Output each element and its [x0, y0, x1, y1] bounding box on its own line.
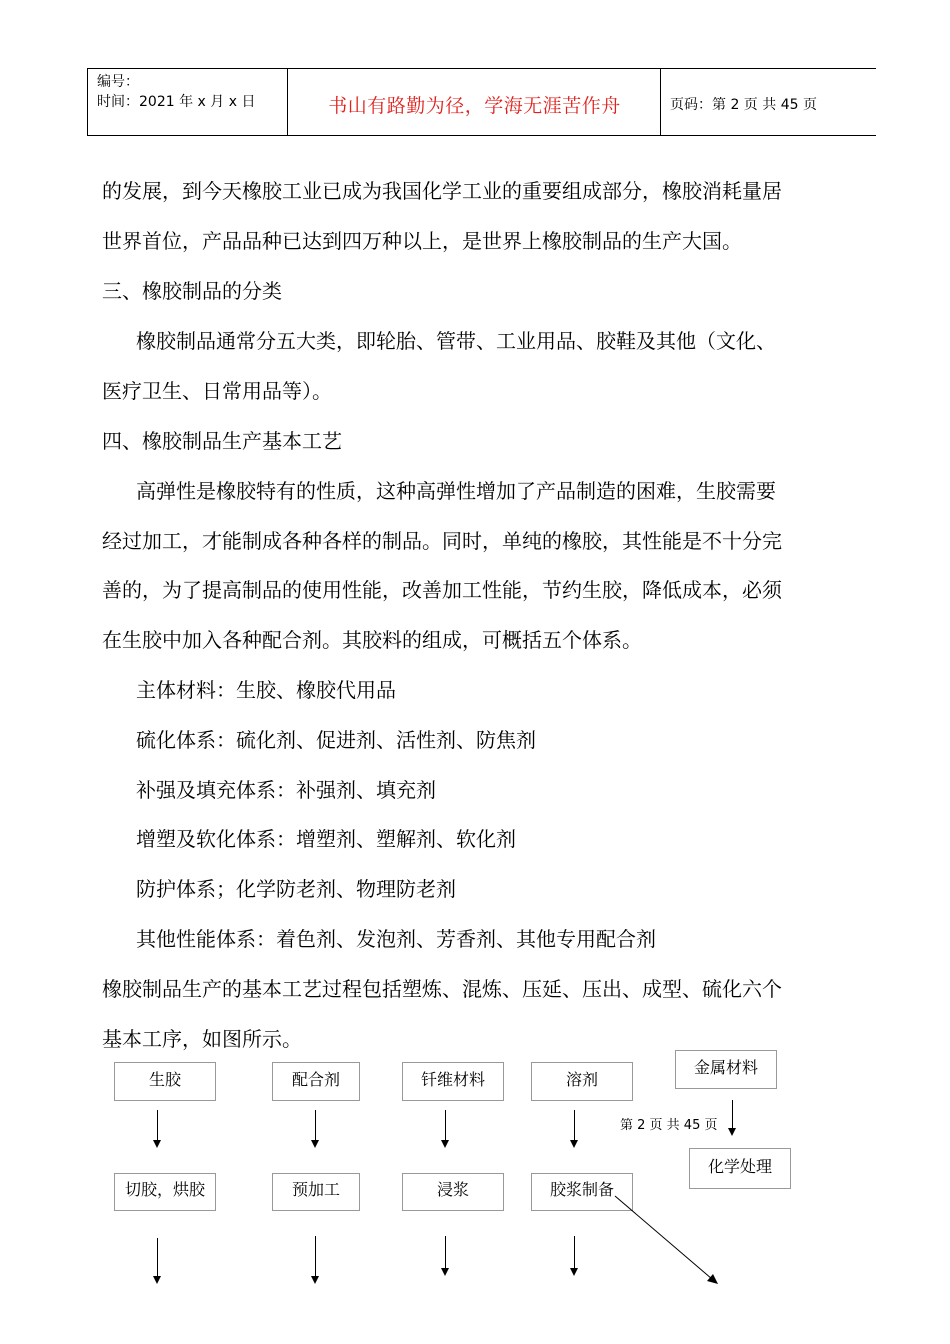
section-heading: 四、橡胶制品生产基本工艺 [102, 429, 342, 453]
diagram-box-cement-prep: 胶浆制备 [531, 1173, 633, 1211]
diagram-box-preprocessing: 预加工 [272, 1173, 360, 1211]
time-label: 时间：2021 年 x 月 x 日 [97, 94, 256, 110]
diagram-box-raw-rubber: 生胶 [114, 1062, 216, 1101]
list-item: 增塑及软化体系：增塑剂、塑解剂、软化剂 [136, 827, 516, 851]
text-line: 世界首位，产品品种已达到四万种以上，是世界上橡胶制品的生产大国。 [102, 229, 742, 253]
text-line: 医疗卫生、日常用品等）。 [102, 379, 332, 403]
text-line: 橡胶制品生产的基本工艺过程包括塑炼、混炼、压延、压出、成型、硫化六个 [102, 977, 782, 1001]
diagram-box-chemical-treatment: 化学处理 [689, 1148, 791, 1189]
page-note: 第 2 页 共 45 页 [620, 1118, 718, 1133]
diagram-box-dipping: 浸浆 [402, 1173, 504, 1211]
motto: 书山有路勤为径，学海无涯苦作舟 [328, 95, 621, 117]
list-item: 防护体系；化学防老剂、物理防老剂 [136, 877, 456, 901]
list-item: 主体材料：生胶、橡胶代用品 [136, 678, 396, 702]
list-item: 其他性能体系：着色剂、发泡剂、芳香剂、其他专用配合剂 [136, 927, 656, 951]
text-line: 善的，为了提高制品的使用性能，改善加工性能，节约生胶，降低成本，必须 [102, 578, 782, 602]
section-heading: 三、橡胶制品的分类 [102, 279, 282, 303]
list-item: 补强及填充体系：补强剂、填充剂 [136, 778, 436, 802]
list-item: 硫化体系：硫化剂、促进剂、活性剂、防焦剂 [136, 728, 536, 752]
page-info: 页码：第 2 页 共 45 页 [670, 97, 817, 113]
text-line: 在生胶中加入各种配合剂。其胶料的组成，可概括五个体系。 [102, 628, 642, 652]
diagram-box-metal-material: 金属材料 [675, 1050, 777, 1089]
diagram-box-fiber-material: 钎维材料 [402, 1062, 504, 1101]
number-label: 编号： [97, 74, 139, 90]
diagram-box-cutting-drying: 切胶，烘胶 [114, 1173, 216, 1211]
text-line: 橡胶制品通常分五大类，即轮胎、管带、工业用品、胶鞋及其他（文化、 [136, 329, 776, 353]
diagram-box-solvent: 溶剂 [531, 1062, 633, 1101]
text-line: 的发展，到今天橡胶工业已成为我国化学工业的重要组成部分，橡胶消耗量居 [102, 179, 782, 203]
text-line: 经过加工，才能制成各种各样的制品。同时，单纯的橡胶，其性能是不十分完 [102, 529, 782, 553]
diagram-box-compounding-agent: 配合剂 [272, 1062, 360, 1101]
text-line: 基本工序，如图所示。 [102, 1027, 302, 1051]
text-line: 高弹性是橡胶特有的性质，这种高弹性增加了产品制造的困难，生胶需要 [136, 479, 776, 503]
